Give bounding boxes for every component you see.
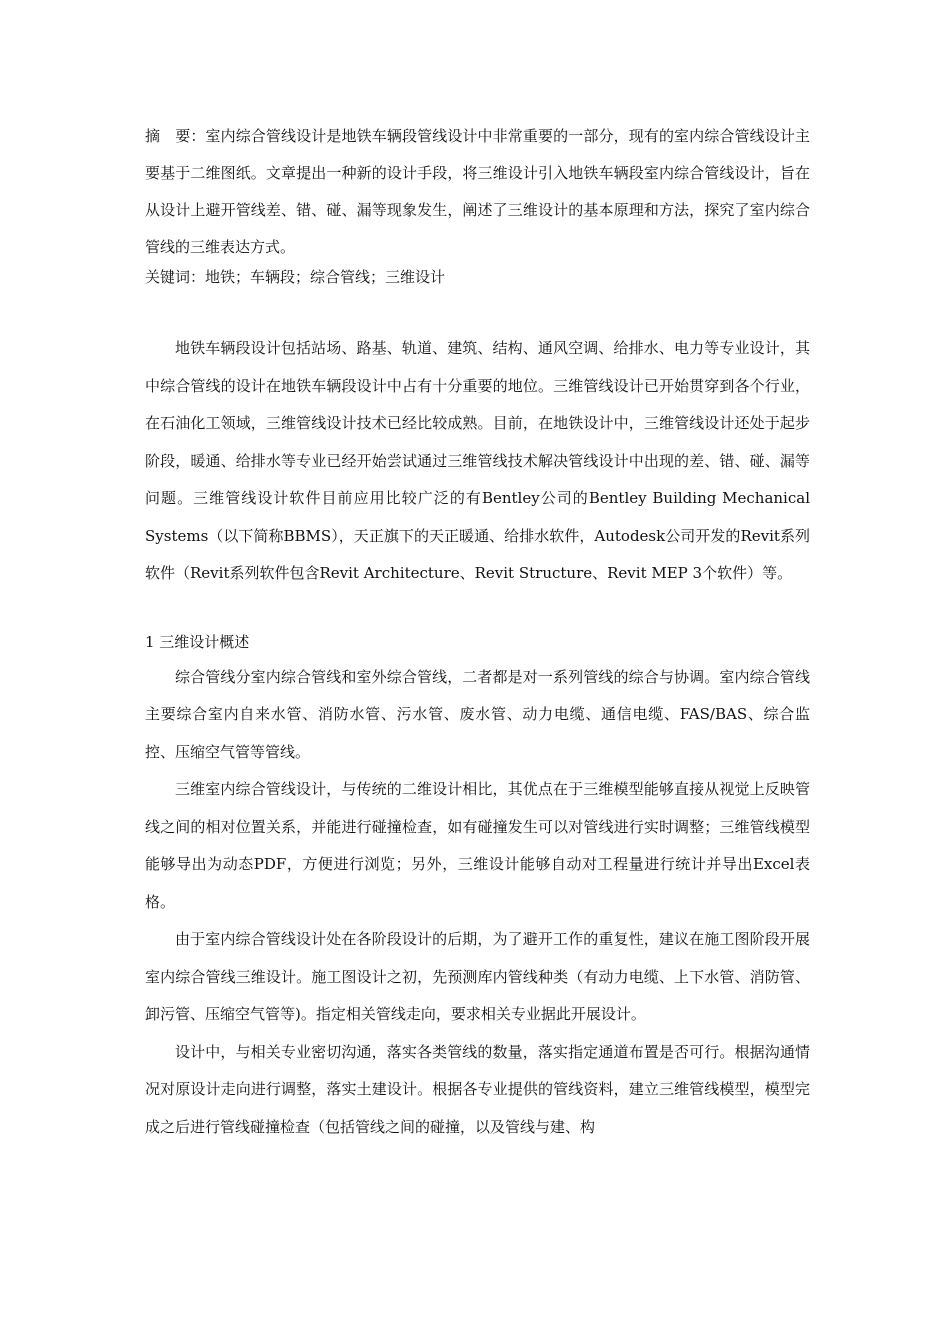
document-page — [145, 118, 810, 1146]
body-paragraph: 三维室内综合管线设计，与传统的二维设计相比，其优点在于三维模型能够直接从视觉上反映管线之间的相对位置关系，并能进行碰撞检查，如有碰撞发生可以对管线进行实时调整；三维管线模型能够导出为动态PDF，方便进行浏览；另外，三维设计能够自动对工程量进行统计并导出Excel表格。 — [145, 780, 810, 911]
intro-paragraph: 地铁车辆段设计包括站场、路基、轨道、建筑、结构、通风空调、给排水、电力等专业设计，其中综合管线的设计在地铁车辆段设计中占有十分重要的地位。三维管线设计已开始贯穿到各个行业，在石油化工领域，三维管线设计技术已经比较成熟。目前，在地铁设计中，三维管线设计还处于起步阶段，暖通、给排水等专业已经开始尝试通过三维管线技术解决管线设计中出现的差、错、碰、漏等问题。三维管线设计软件目前应用比较广泛的有Bentley公司的Bentley Building Mechanical Systems（以下简称BBMS），天正旗下的天正暖通、给排水软件，Autodesk公司开发的Revit系列软件（Revit系列软件包含Revit Architecture、Revit Structure、Revit MEP 3个软件）等。 — [145, 339, 810, 582]
body-paragraph: 由于室内综合管线设计处在各阶段设计的后期，为了避开工作的重复性，建议在施工图阶段开展室内综合管线三维设计。施工图设计之初，先预测库内管线种类（有动力电缆、上下水管、消防管、卸污管、压缩空气管等)。指定相关管线走向，要求相关专业据此开展设计。 — [145, 930, 810, 1023]
section-heading: 1 三维设计概述 — [145, 632, 250, 651]
keywords-line: 关键词：地铁；车辆段；综合管线；三维设计 — [145, 268, 446, 286]
body-paragraph: 综合管线分室内综合管线和室外综合管线，二者都是对一系列管线的综合与协调。室内综合管线主要综合室内自来水管、消防水管、污水管、废水管、动力电缆、通信电缆、FAS/BAS、综合监控、压缩空气管等管线。 — [145, 667, 810, 761]
body-paragraph: 设计中，与相关专业密切沟通，落实各类管线的数量，落实指定通道布置是否可行。根据沟通情况对原设计走向进行调整，落实土建设计。根据各专业提供的管线资料，建立三维管线模型，模型完成之后进行管线碰撞检查（包括管线之间的碰撞，以及管线与建、构 — [145, 1042, 810, 1136]
abstract-paragraph: 摘 要：室内综合管线设计是地铁车辆段管线设计中非常重要的一部分，现有的室内综合管线设计主要基于二维图纸。文章提出一种新的设计手段，将三维设计引入地铁车辆段室内综合管线设计，旨在从设计上避开管线差、错、碰、漏等现象发生，阐述了三维设计的基本原理和方法，探究了室内综合管线的三维表达方式。 — [145, 127, 810, 256]
body-text — [145, 330, 810, 1146]
